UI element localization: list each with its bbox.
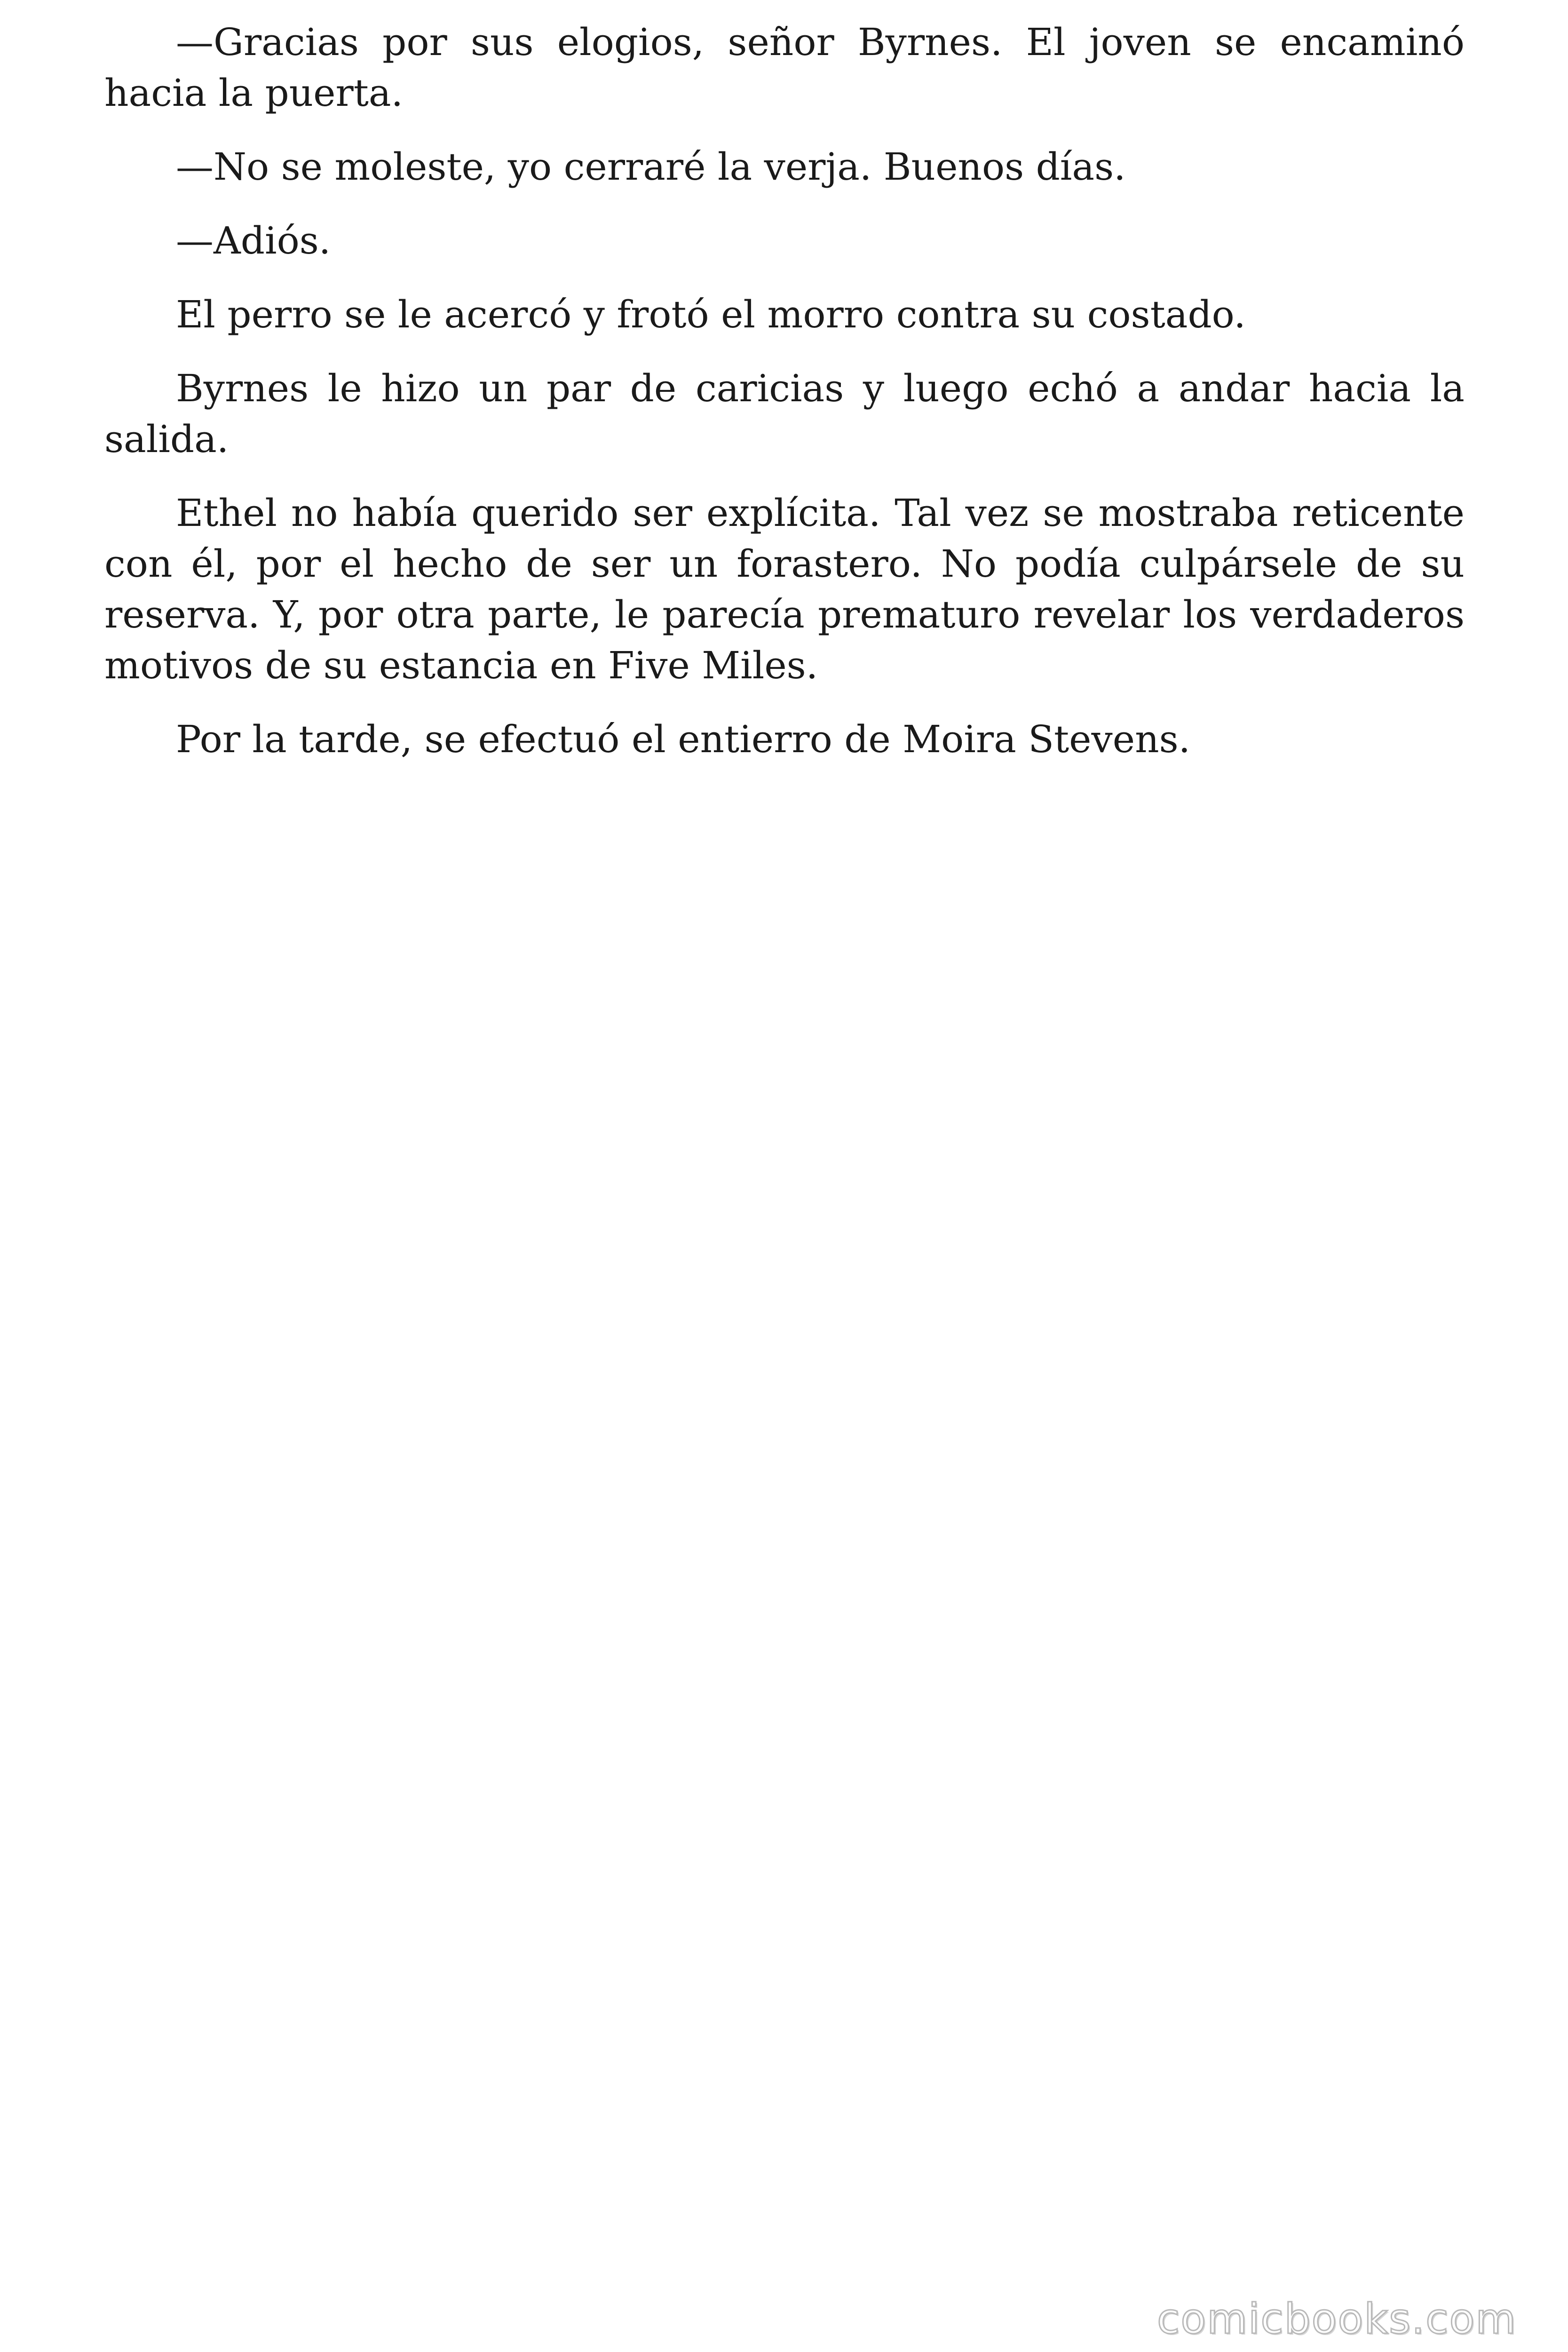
paragraph-dog: El perro se le acercó y frotó el morro contra su costado. bbox=[176, 293, 1246, 336]
paragraph-ethel: Ethel no había querido ser explícita. Tal vez se mostraba reticente con él, por el hecho de ser un forastero. No podía culpársele de su reserva. Y, por otra parte, le parecía prematuro revelar los verdaderos motivos de su estancia en Five Miles. bbox=[104, 491, 1465, 687]
paragraph-dialogue-thanks: —Gracias por sus elogios, señor Byrnes. El joven se encaminó hacia la puerta. bbox=[104, 20, 1465, 115]
paragraph-dialogue-gate: —No se moleste, yo cerraré la verja. Buenos días. bbox=[176, 145, 1126, 189]
watermark: comicbooks.com bbox=[1157, 2295, 1517, 2343]
paragraph-dialogue-goodbye: —Adiós. bbox=[176, 219, 331, 262]
paragraph-funeral: Por la tarde, se efectuó el entierro de Moira Stevens. bbox=[176, 717, 1191, 761]
body-text bbox=[104, 17, 1465, 788]
paragraph-byrnes-leaves: Byrnes le hizo un par de caricias y luego echó a andar hacia la salida. bbox=[104, 366, 1465, 461]
